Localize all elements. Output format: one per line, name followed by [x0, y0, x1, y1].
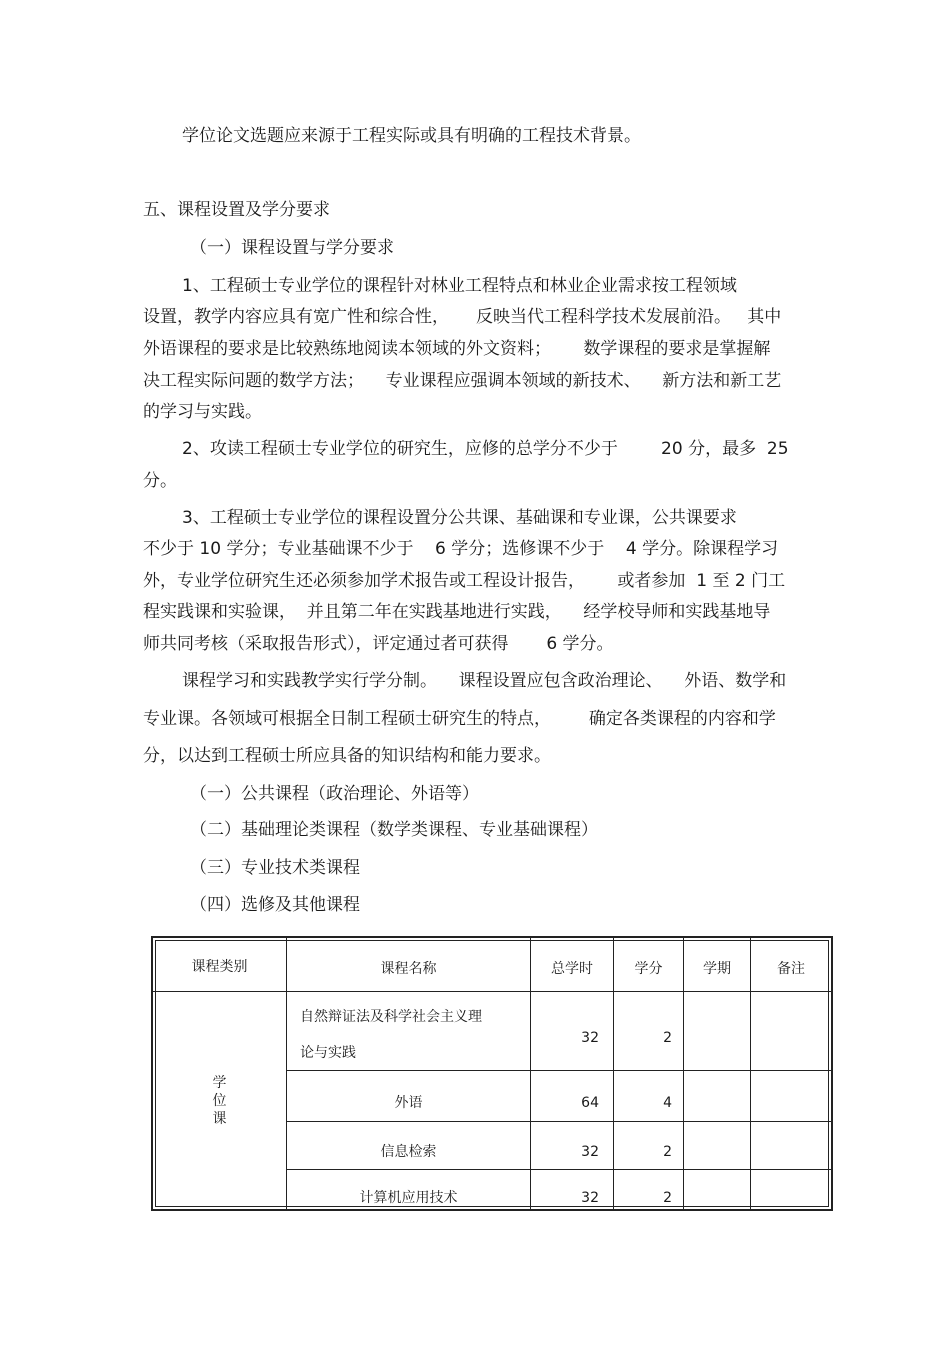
category-degree-courses: 学 位 课 — [212, 1075, 227, 1127]
subheading-course-setup: （一）课程设置与学分要求 — [190, 238, 394, 258]
header-course-name: 课程名称 — [380, 961, 437, 977]
header-course-category: 课程类别 — [191, 959, 248, 975]
paragraph-item-1-line-5: 的学习与实践。 — [143, 402, 262, 422]
header-total-hours: 总学时 — [551, 961, 593, 977]
table-row-1-hours: 32 — [581, 1030, 599, 1046]
paragraph-credit-system-line-3: 分，以达到工程硕士所应具备的知识结构和能力要求。 — [143, 746, 551, 766]
paragraph-credit-system-line-1: 课程学习和实践教学实行学分制。 课程设置应包含政治理论、 外语、数学和 — [182, 671, 787, 691]
header-notes: 备注 — [777, 961, 805, 977]
paragraph-item-3-line-4: 程实践课和实验课， 并且第二年在实践基地进行实践， 经学校导师和实践基地导 — [143, 602, 771, 622]
paragraph-item-1-line-3: 外语课程的要求是比较熟练地阅读本领域的外文资料； 数学课程的要求是掌握解 — [143, 339, 771, 359]
paragraph-item-3-line-5: 师共同考核（采取报告形式），评定通过者可获得 6 学分。 — [143, 634, 614, 654]
paragraph-item-1-line-1: 1、工程硕士专业学位的课程针对林业工程特点和林业企业需求按工程领域 — [182, 276, 737, 296]
paragraph-item-2-line-2: 分。 — [143, 471, 177, 491]
table-row-4-hours: 32 — [581, 1190, 599, 1206]
paragraph-item-2-line-1: 2、攻读工程硕士专业学位的研究生，应修的总学分不少于 20 分，最多 25 — [182, 439, 789, 459]
header-term: 学期 — [703, 961, 731, 977]
table-row-2-credits: 4 — [663, 1095, 672, 1111]
header-credits: 学分 — [634, 961, 663, 977]
list-item-professional-courses: （三）专业技术类课程 — [190, 858, 360, 878]
table-row-3-credits: 2 — [663, 1144, 672, 1160]
list-item-basic-theory-courses: （二）基础理论类课程（数学类课程、专业基础课程） — [190, 820, 598, 840]
table-row-4-name: 计算机应用技术 — [359, 1190, 458, 1206]
table-row-4-credits: 2 — [663, 1190, 672, 1206]
paragraph-item-3-line-1: 3、工程硕士专业学位的课程设置分公共课、基础课和专业课，公共课要求 — [182, 508, 737, 528]
table-row-1-credits: 2 — [663, 1030, 672, 1046]
list-item-public-courses: （一）公共课程（政治理论、外语等） — [190, 784, 479, 804]
section-heading-courses: 五、课程设置及学分要求 — [143, 200, 330, 220]
table-row-3-hours: 32 — [581, 1144, 599, 1160]
paragraph-thesis-topic: 学位论文选题应来源于工程实际或具有明确的工程技术背景。 — [182, 126, 641, 146]
table-row-1-name: 自然辩证法及科学社会主义理 论与实践 — [300, 1009, 482, 1061]
paragraph-credit-system-line-2: 专业课。各领域可根据全日制工程硕士研究生的特点， 确定各类课程的内容和学 — [143, 709, 776, 729]
paragraph-item-1-line-2: 设置，教学内容应具有宽广性和综合性， 反映当代工程科学技术发展前沿。 其中 — [143, 307, 782, 327]
table-row-3-name: 信息检索 — [380, 1144, 437, 1160]
paragraph-item-3-line-2: 不少于 10 学分；专业基础课不少于 6 学分；选修课不少于 4 学分。除课程学习 — [143, 539, 779, 559]
table-row-2-hours: 64 — [581, 1095, 599, 1111]
table-row-2-name: 外语 — [394, 1095, 423, 1111]
course-table — [151, 936, 833, 1211]
paragraph-item-3-line-3: 外，专业学位研究生还必须参加学术报告或工程设计报告， 或者参加 1 至 2 门工 — [143, 571, 786, 591]
paragraph-item-1-line-4: 决工程实际问题的数学方法； 专业课程应强调本领域的新技术、 新方法和新工艺 — [143, 371, 782, 391]
list-item-elective-courses: （四）选修及其他课程 — [190, 895, 360, 915]
